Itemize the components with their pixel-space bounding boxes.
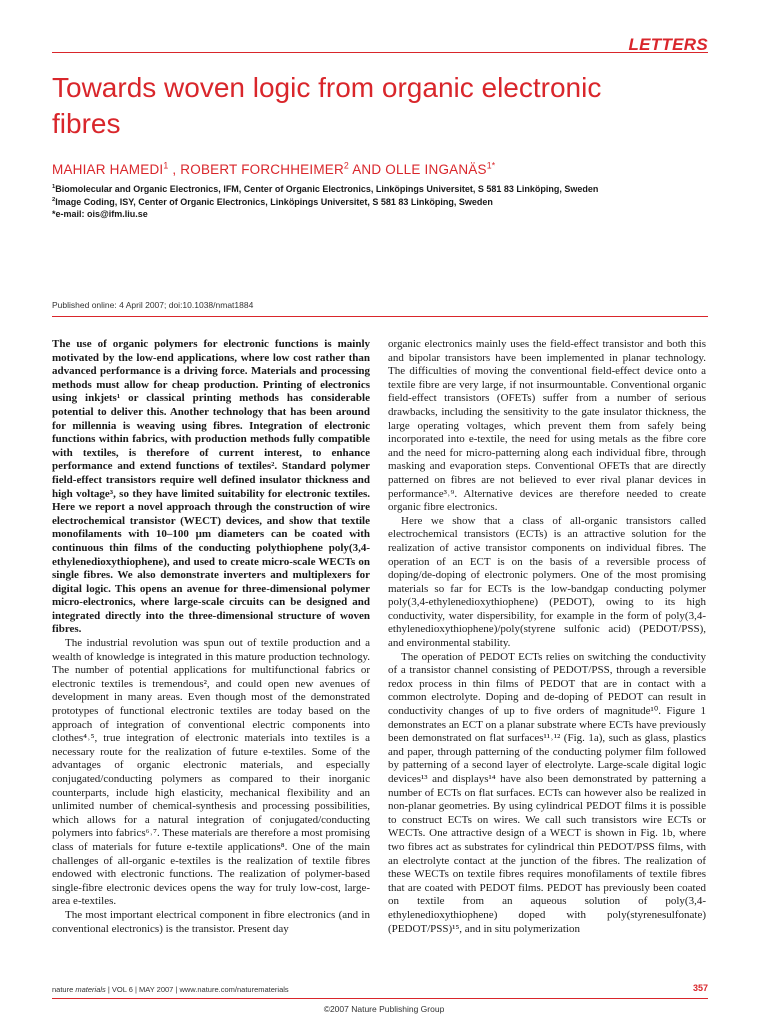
- body-paragraph: The operation of PEDOT ECTs relies on switching the conductivity of a transistor channel consisting of PEDOT/PSS, through a reversible redox process in thin films of PEDOT that are in contact with a common electrolyte. Doping and de-doping of PEDOT can result in conductivity changes of up to five orders of magnitude¹⁰. Figure 1 demonstrates an ECT on a planar substrate where ECTs have previously been demonstrated on flat surfaces¹¹˒¹² (Fig. 1a), such as glass, plastics and paper, through patterning of the conducting polymer film followed by patterning of a second layer of electrolyte. Large-scale digital logic devices¹³ and displays¹⁴ have also been demonstrated by patterning a number of ECTs on flat surfaces. ECTs can however also be realized in non-planar geometries. By using cylindrical PEDOT films it is possible to construct ECTs on wires. We call such transistors wire ECTs or WECTs. One attractive design of a WECT is shown in Fig. 1b, where two fibres act as substrates for cylindrical thin PEDOT/PSS films, with an electrolyte contact at the junction of the fibres. The realization of these WECTs on textile fibres requires monofilaments of textile fibres that are coated with PEDOT films. PEDOT has previously been coated on textile from an aqueous solution of poly(3,4-ethylenedioxythiophene) doped with poly(styrenesulfonate) (PEDOT/PSS)¹⁵, and in situ polymerization: [388, 650, 706, 935]
- journal-details: | VOL 6 | MAY 2007 | www.nature.com/naturematerials: [105, 985, 289, 994]
- header-rule: [52, 52, 708, 53]
- copyright: ©2007 Nature Publishing Group: [323, 1004, 445, 1014]
- affiliation-text: Image Coding, ISY, Center of Organic Electronics, Linköpings Universitet, S 581 83 Linköping, Sweden: [55, 196, 493, 207]
- journal-name-italic: materials: [75, 985, 106, 994]
- author-separator: AND: [349, 162, 386, 177]
- body-paragraph: The most important electrical component in fibre electronics (and in conventional electronics) is the transistor. Present day: [52, 908, 370, 935]
- affiliation-sup: 2: [52, 196, 56, 203]
- affiliation-sup: 1: [52, 184, 56, 190]
- author-name: MAHIAR HAMEDI: [52, 162, 164, 177]
- affiliations: [52, 183, 598, 221]
- author-separator: ,: [168, 162, 181, 177]
- author-sup: 2: [343, 160, 349, 171]
- journal-name: nature: [52, 985, 76, 994]
- email-link[interactable]: *e-mail: ois@ifm.liu.se: [52, 209, 148, 219]
- published-rule: [52, 316, 708, 317]
- body-paragraph: The industrial revolution was spun out of textile production and a wealth of knowledge is integrated in this mature production technology. The number of potential applications for multifunctional fabrics or electronic textiles is tremendous², and could open new avenues of development in many areas. Even though most of the demonstrated prototypes of functional electronic textiles are today based on the approach of integration of conventional electric components into clothes⁴˒⁵, true integration of electronic materials into textiles is a necessary route for the realization of future e-textiles. Some of the advantages of organic electronic materials, and especially conjugated/conducting polymers as compared to their inorganic counterparts, include high elasticity, mechanical flexibility and an unlimited number of chemical-synthesis and processing possibilities, which allows for a natural integration of conjugated/conducting polymers into fabrics⁶˒⁷. These materials are therefore a most promising class of materials for future e-textile applications⁸. One of the main challenges of all-organic e-textiles is the realization of textile fibres endowed with electronic functions. The realization of polymer-based single-fibre electronic devices opens the way for truly low-cost, large-area e-textiles.: [52, 637, 370, 908]
- author-sup: 1: [163, 160, 169, 171]
- author-name: OLLE INGANÄS: [385, 162, 487, 177]
- section-label: LETTERS: [628, 35, 708, 54]
- affiliation-1: [52, 183, 598, 196]
- right-column: [388, 338, 706, 936]
- journal-footer: [52, 985, 289, 994]
- left-column: [52, 338, 370, 936]
- author-name: ROBERT FORCHHEIMER: [180, 162, 344, 177]
- abstract-paragraph: The use of organic polymers for electronic functions is mainly motivated by the low-end applications, where low cost rather than advanced performance is a driving force. Materials and processing methods must allow for cheap production. Printing of electronics using inkjets¹ or classical printing methods has considerable potential to deliver this. Another technology that has been around for millennia is weaving using fibres. Integration of electronic functions within fabrics, with production methods fully compatible with textiles, is therefore of current interest, to enhance performance and extend functions of textiles². Standard polymer field-effect transistors require well defined insulator thickness and high voltage³, so they have limited suitability for electronic textiles. Here we report a novel approach through the construction of wire electrochemical transistor (WECT) devices, and show that textile monofilaments with 10–100 μm diameters can be coated with continuous thin films of the conducting polythiophene poly(3,4-ethylenedioxythiophene), and used to create micro-scale WECTs on single fibres. We also demonstrate inverters and multiplexers for digital logic. This opens an avenue for three-dimensional polymer micro-electronics, where large-scale circuits can be designed and integrated directly into the three-dimensional structure of woven fibres.: [52, 338, 370, 636]
- affiliation-2: [52, 196, 598, 209]
- page-number: 357: [692, 983, 708, 993]
- body-paragraph: Here we show that a class of all-organic transistors called electrochemical transistors (ECTs) is an attractive solution for the realization of active transistor components on individual fibres. The operation of an ECT is on the basis of a reversible process of doping/de-doping of electronic polymers. One of the most promising materials so far for ECTs is the low-bandgap conducting polymer poly(3,4-ethylenedioxythiophene) (PEDOT), owing to its high conductivity, water dispersibility, for example in the form of poly(3,4-ethylenedioxythiophene)/poly(styrene sulfonic acid) (PEDOT/PSS), and environmental stability.: [388, 514, 706, 650]
- article-title: Towards woven logic from organic electronic fibres: [52, 72, 602, 139]
- author-sup: 1*: [486, 160, 496, 171]
- affiliation-text: Biomolecular and Organic Electronics, IFM, Center of Organic Electronics, Linköpings Universitet, S 581 83 Linköping, Sweden: [55, 184, 599, 194]
- author-line: [52, 162, 495, 177]
- footer-rule: [52, 998, 708, 999]
- publication-info: Published online: 4 April 2007; doi:10.1038/nmat1884: [52, 300, 254, 310]
- body-paragraph: organic electronics mainly uses the field-effect transistor and both this and bipolar transistors have been implemented in planar technology. The difficulties of moving the conventional field-effect device onto a textile fibre are very large, if not insurmountable. Conventional organic field-effect transistors (OFETs) suffer from a number of serious drawbacks, including the sensitivity to the gate insulator thickness, the large operating voltages, which prevent them from safely being incorporated into e-textile, the need for using metals as the fibre core and the need for micro-patterning along each individual fibre, through masking and evaporation steps. Conventional OFETs that are directly patterned on fibres are not believed to ever rival planar devices in performance³˒⁹. Alternative devices are therefore needed to create organic fibre electronics.: [388, 338, 706, 514]
